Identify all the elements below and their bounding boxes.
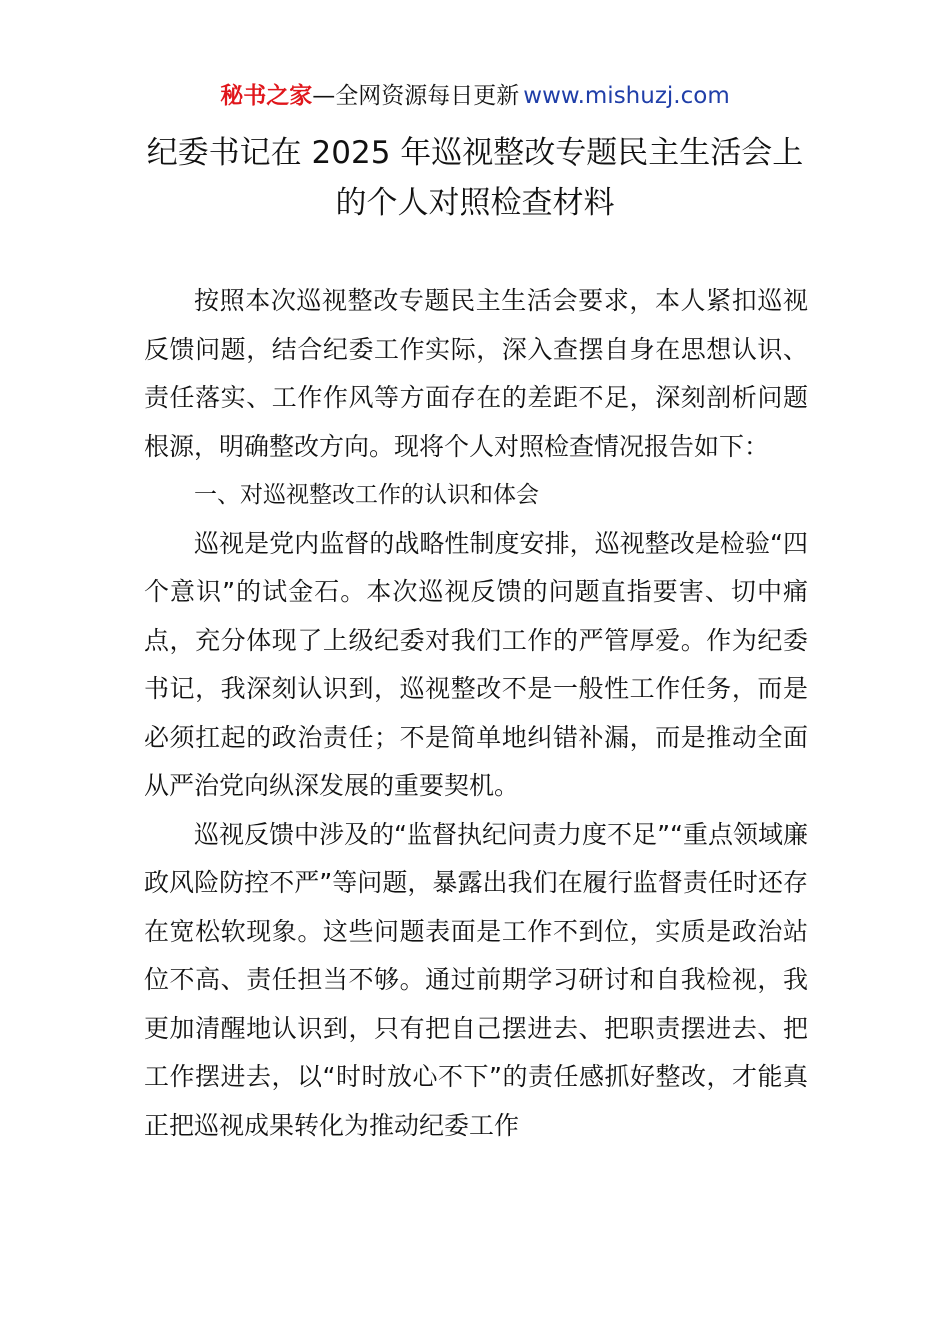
- document-title-line-1: 纪委书记在 2025 年巡视整改专题民主生活会上: [146, 135, 804, 171]
- section-heading: 一、对巡视整改工作的认识和体会: [194, 482, 539, 508]
- body-paragraph: 巡视是党内监督的战略性制度安排，巡视整改是检验“四个意识”的试金石。本次巡视反馈的问题直指要害、切中痛点，充分体现了上级纪委对我们工作的严管厚爱。作为纪委书记，我深刻认识到，巡视整改不是一般性工作任务，而是必须扛起的政治责任；不是简单地纠错补漏，而是推动全面从严治党向纵深发展的重要契机。: [144, 528, 808, 800]
- document-title-line-2: 的个人对照检查材料: [335, 185, 615, 221]
- site-url-link[interactable]: www.mishuzj.com: [523, 83, 730, 109]
- intro-paragraph: 按照本次巡视整改专题民主生活会要求，本人紧扣巡视反馈问题，结合纪委工作实际，深入查摆自身在思想认识、责任落实、工作作风等方面存在的差距不足，深刻剖析问题根源，明确整改方向。现将个人对照检查情况报告如下：: [144, 286, 808, 461]
- site-tagline: —全网资源每日更新: [312, 83, 520, 109]
- body-paragraph: 巡视反馈中涉及的“监督执纪问责力度不足”“重点领域廉政风险防控不严”等问题，暴露出我们在履行监督责任时还存在宽松软现象。这些问题表面是工作不到位，实质是政治站位不高、责任担当不够。通过前期学习研讨和自我检视，我更加清醒地认识到，只有把自己摆进去、把职责摆进去、把工作摆进去，以“时时放心不下”的责任感抓好整改，才能真正把巡视成果转化为推动纪委工作: [144, 819, 808, 1140]
- document-title: [60, 128, 890, 228]
- site-banner: [0, 80, 950, 112]
- document-body: [144, 277, 808, 1150]
- site-brand: 秘书之家: [220, 83, 313, 109]
